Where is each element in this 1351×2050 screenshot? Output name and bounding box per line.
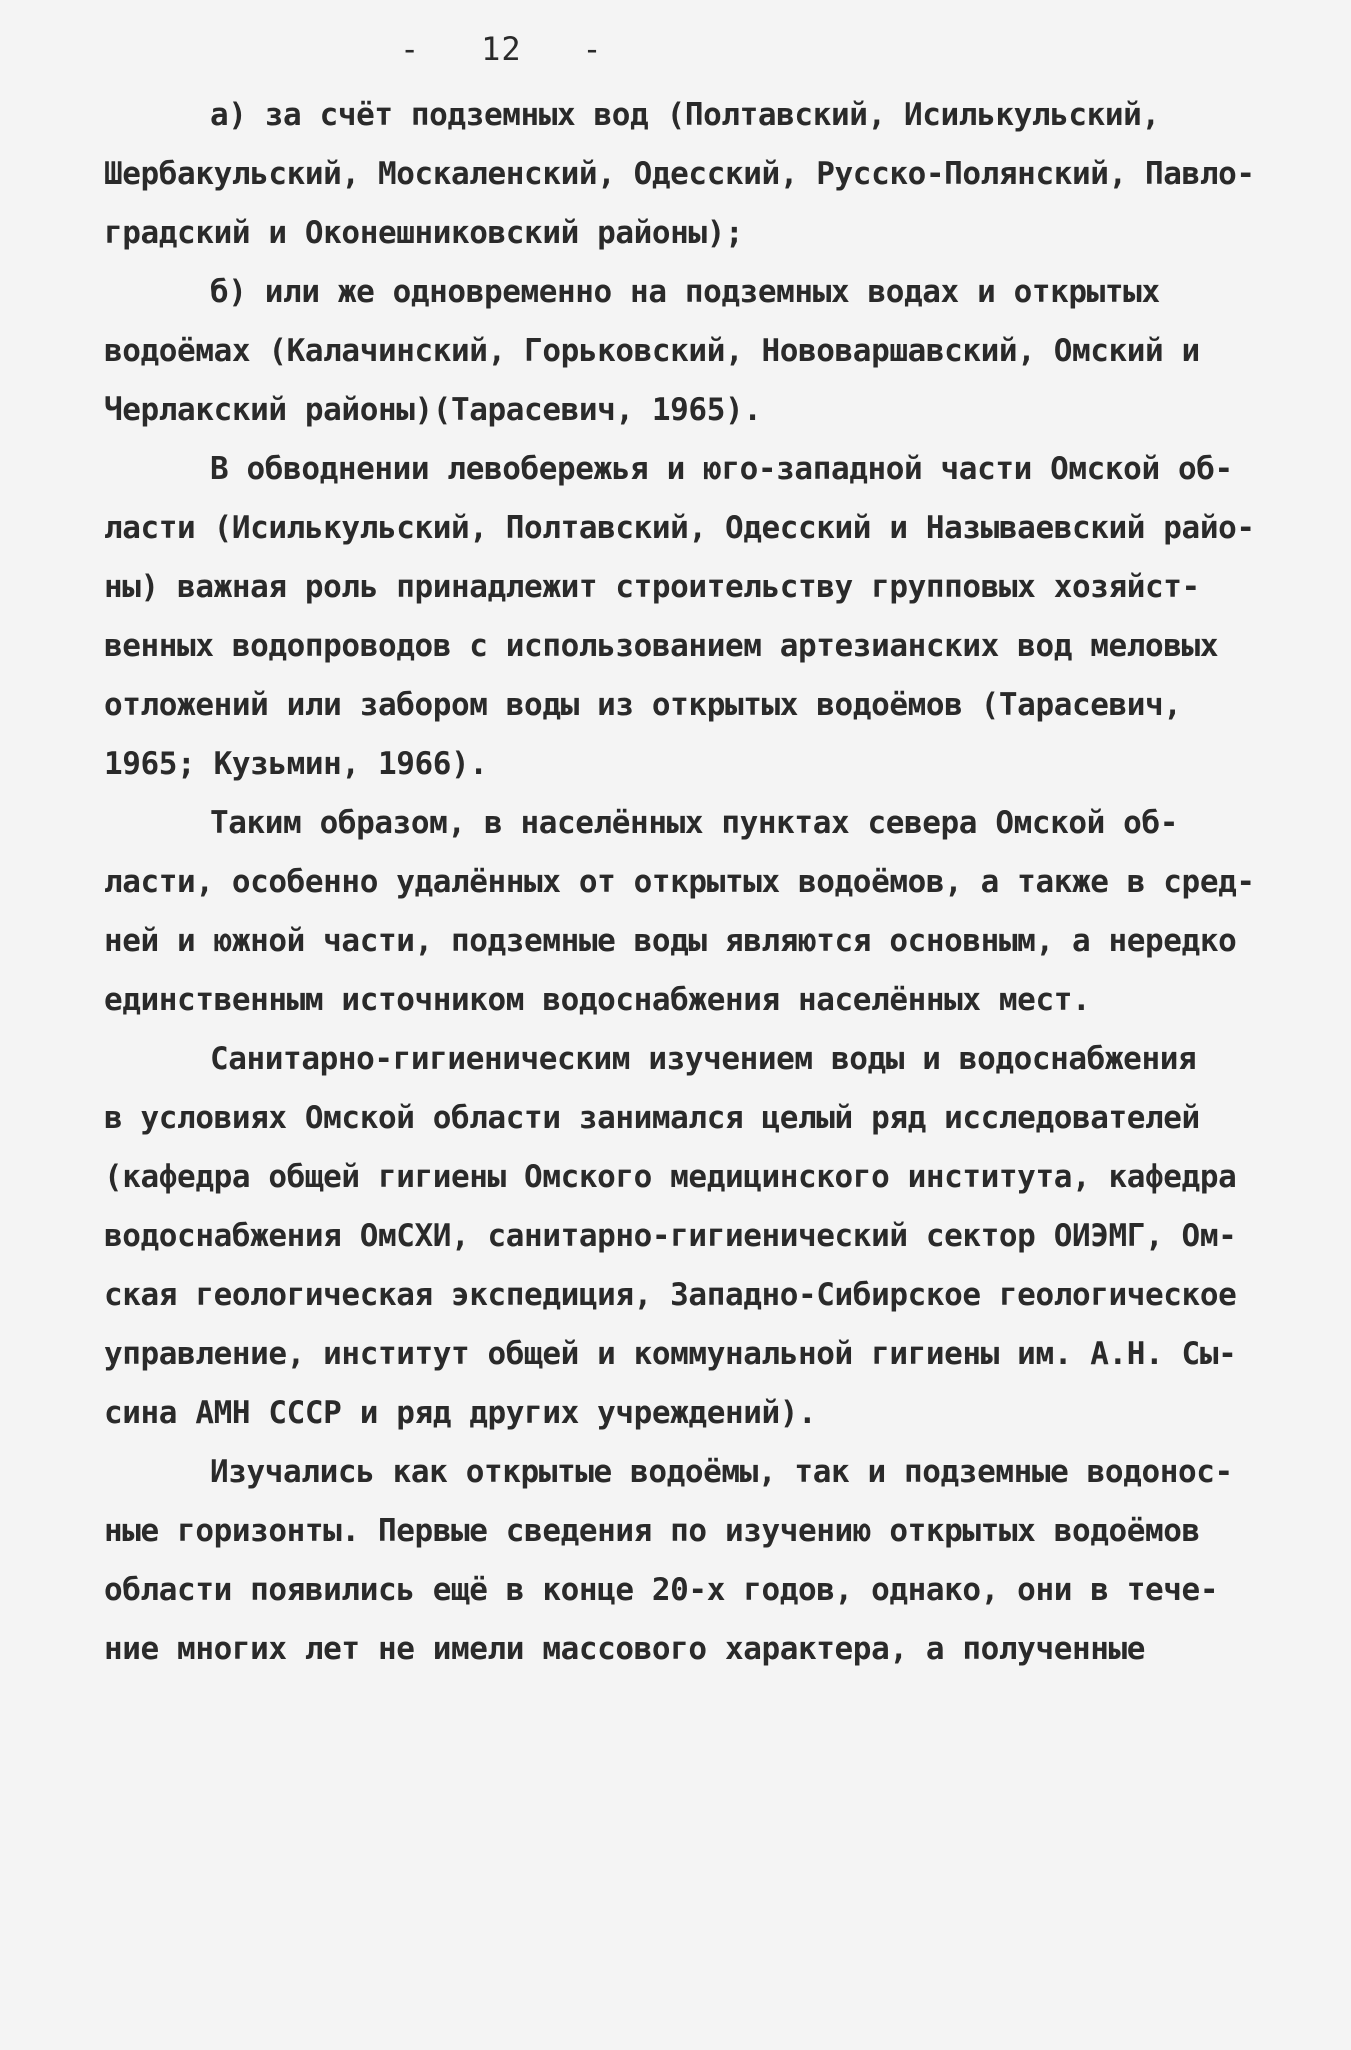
text-line: ласти, особенно удалённых от открытых водоёмов, а также в сред- bbox=[104, 864, 1255, 900]
text-line: управление, институт общей и коммунальной гигиены им. А.Н. Сы- bbox=[104, 1336, 1237, 1372]
text-line: сина АМН СССР и ряд других учреждений). bbox=[104, 1395, 817, 1431]
text-line: Шербакульский, Москаленский, Одесский, Русско-Полянский, Павло- bbox=[104, 156, 1255, 192]
text-line: В обводнении левобережья и юго-западной части Омской об- bbox=[210, 451, 1233, 487]
text-line: ны) важная роль принадлежит строительству групповых хозяйст- bbox=[104, 569, 1200, 605]
text-line: б) или же одновременно на подземных водах и открытых bbox=[210, 274, 1160, 310]
text-line: ней и южной части, подземные воды являются основным, а нередко bbox=[104, 923, 1237, 959]
text-line: водоёмах (Калачинский, Горьковский, Нововаршавский, Омский и bbox=[104, 333, 1200, 369]
text-line: водоснабжения ОмСХИ, санитарно-гигиенический сектор ОИЭМГ, Ом- bbox=[104, 1218, 1237, 1254]
text-line: 1965; Кузьмин, 1966). bbox=[104, 746, 488, 782]
page-number: - 12 - bbox=[400, 30, 603, 68]
text-line: венных водопроводов с использованием артезианских вод меловых bbox=[104, 628, 1219, 664]
text-line: ние многих лет не имели массового характера, а полученные bbox=[104, 1631, 1146, 1667]
text-line: Таким образом, в населённых пунктах севера Омской об- bbox=[210, 805, 1178, 841]
text-line: отложений или забором воды из открытых водоёмов (Тарасевич, bbox=[104, 687, 1182, 723]
text-line: Санитарно-гигиеническим изучением воды и водоснабжения bbox=[210, 1041, 1197, 1077]
text-line: ласти (Исилькульский, Полтавский, Одесский и Называевский райо- bbox=[104, 510, 1255, 546]
text-line: в условиях Омской области занимался целый ряд исследователей bbox=[104, 1100, 1200, 1136]
text-line: ные горизонты. Первые сведения по изучению открытых водоёмов bbox=[104, 1513, 1200, 1549]
text-line: градский и Оконешниковский районы); bbox=[104, 215, 744, 251]
text-line: (кафедра общей гигиены Омского медицинского института, кафедра bbox=[104, 1159, 1237, 1195]
text-line: а) за счёт подземных вод (Полтавский, Исилькульский, bbox=[210, 97, 1160, 133]
text-line: Черлакский районы)(Тарасевич, 1965). bbox=[104, 392, 762, 428]
text-line: области появились ещё в конце 20-х годов, однако, они в тече- bbox=[104, 1572, 1219, 1608]
text-line: Изучались как открытые водоёмы, так и подземные водонос- bbox=[210, 1454, 1233, 1490]
text-line: единственным источником водоснабжения населённых мест. bbox=[104, 982, 1091, 1018]
text-line: ская геологическая экспедиция, Западно-Сибирское геологическое bbox=[104, 1277, 1237, 1313]
